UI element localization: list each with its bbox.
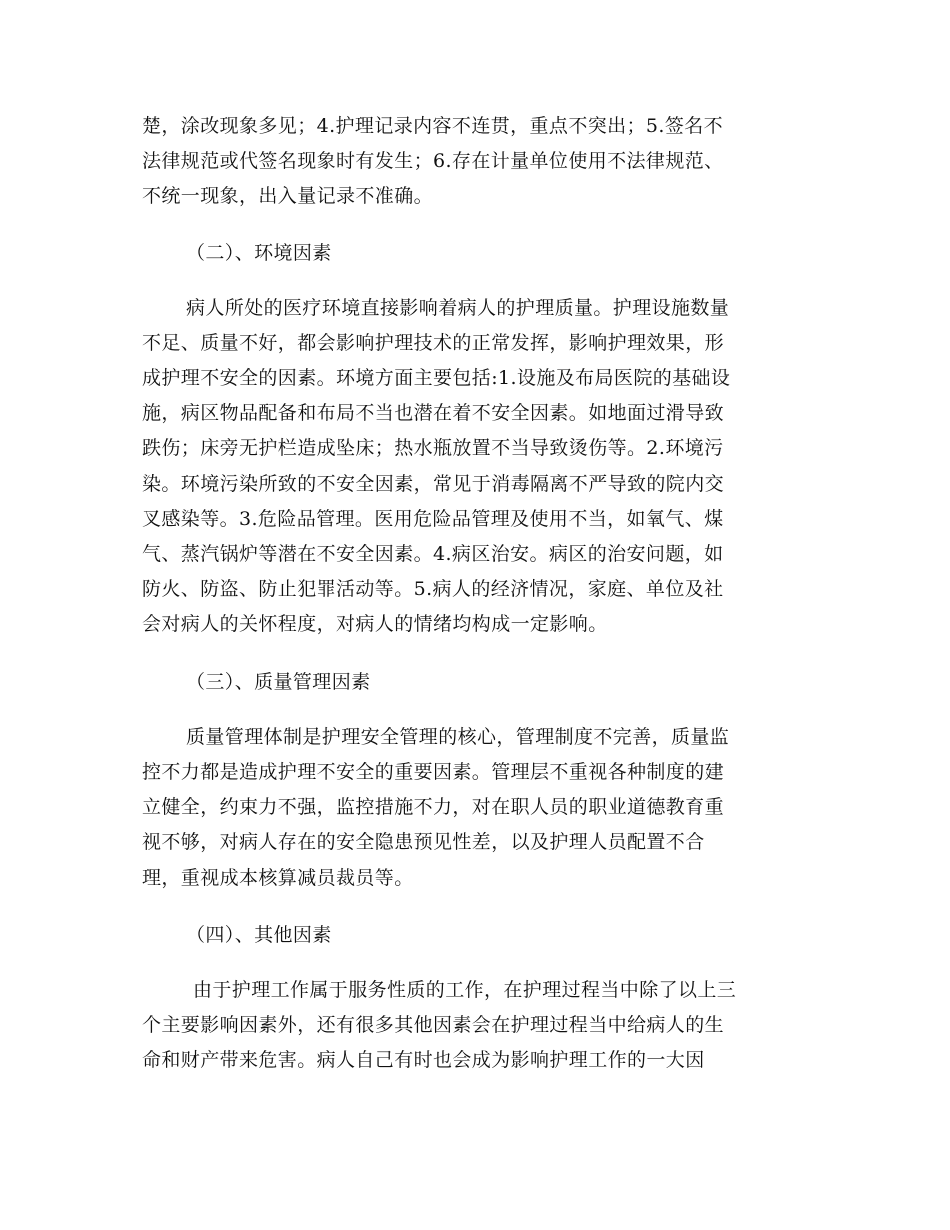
paragraph-line: 成护理不安全的因素。环境方面主要包括:1.设施及布局医院的基础设 <box>142 367 731 389</box>
paragraph-line: 跌伤；床旁无护栏造成坠床；热水瓶放置不当导致烫伤等。2.环境污 <box>142 437 724 459</box>
paragraph-line: 施，病区物品配备和布局不当也潜在着不安全因素。如地面过滑导致 <box>142 402 725 424</box>
paragraph-line: 防火、防盗、防止犯罪活动等。5.病人的经济情况，家庭、单位及社 <box>142 578 724 600</box>
paragraph-line: 理，重视成本核算减员裁员等。 <box>142 867 414 889</box>
paragraph-line: 法律规范或代签名现象时有发生；6.存在计量单位使用不法律规范、 <box>142 150 724 172</box>
paragraph-line: 不统一现象，出入量记录不准确。 <box>142 185 434 207</box>
paragraph-line: 不足、质量不好，都会影响护理技术的正常发挥，影响护理效果，形 <box>142 332 725 354</box>
paragraph-line: 染。环境污染所致的不安全因素，常见于消毒隔离不严导致的院内交 <box>142 473 725 495</box>
section-heading-environment: （二）、环境因素 <box>186 242 332 264</box>
section-heading-other-factors: （四）、其他因素 <box>186 924 332 946</box>
paragraph-line: 视不够，对病人存在的安全隐患预见性差，以及护理人员配置不合 <box>142 831 705 853</box>
paragraph-line: 会对病人的关怀程度，对病人的情绪均构成一定影响。 <box>142 613 608 635</box>
paragraph-line: 命和财产带来危害。病人自己有时也会成为影响护理工作的一大因 <box>142 1049 705 1071</box>
paragraph-line: 立健全，约束力不强，监控措施不力，对在职人员的职业道德教育重 <box>142 796 725 818</box>
paragraph-line: 质量管理体制是护理安全管理的核心，管理制度不完善，质量监 <box>186 726 730 748</box>
paragraph-line: 个主要影响因素外，还有很多其他因素会在护理过程当中给病人的生 <box>142 1014 725 1036</box>
paragraph-line: 叉感染等。3.危险品管理。医用危险品管理及使用不当，如氧气、煤 <box>142 508 724 530</box>
paragraph-line: 楚，涂改现象多见；4.护理记录内容不连贯，重点不突出；5.签名不 <box>142 115 724 137</box>
paragraph-line: 病人所处的医疗环境直接影响着病人的护理质量。护理设施数量 <box>186 297 730 319</box>
paragraph-line: 由于护理工作属于服务性质的工作，在护理过程当中除了以上三 <box>193 979 737 1001</box>
section-heading-quality-management: （三）、质量管理因素 <box>186 671 371 693</box>
paragraph-line: 气、蒸汽锅炉等潜在不安全因素。4.病区治安。病区的治安问题，如 <box>142 543 724 565</box>
paragraph-line: 控不力都是造成护理不安全的重要因素。管理层不重视各种制度的建 <box>142 761 725 783</box>
